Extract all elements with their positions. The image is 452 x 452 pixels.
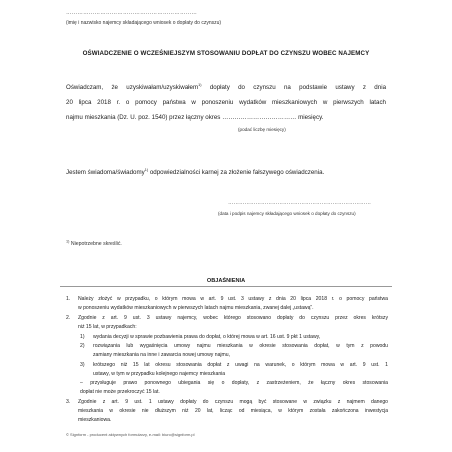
name-dotted-line[interactable]: …………………………………………………………… (66, 10, 198, 16)
footnote-ref: 1) (198, 82, 202, 87)
section-divider (60, 286, 392, 287)
footnote-text: Niepotrzebne skreślić. (69, 241, 122, 247)
sub-1-line-1: wydania decyzji w sprawie pozbawienia prawa do dopłat, o której mowa w art. 16 ust. 9 pkt 1 ustawy, (93, 334, 321, 340)
dash-line-1: – przysługuje prawo ponownego ubiegania się o dopłaty, z zastrzeżeniem, że łączny okres stosowania (80, 380, 388, 386)
item-2-line-2: niż 15 lat, w przypadkach: (78, 324, 137, 330)
dash-line-2: dopłat nie może przekroczyć 15 lat. (80, 389, 160, 395)
footnote-marker: 1) (66, 239, 70, 244)
sub-2-line-2: zamiany mieszkania na inne i zawarcia nowej umowy najmu, (93, 352, 231, 358)
awareness-text-a: Jestem świadoma/świadomy (66, 169, 145, 176)
sub-3-line-1: krótszego niż 15 lat okresu stosowania dopłat z uwagi na warunek, o którym mowa w art. 9 ust. 1 (93, 362, 388, 368)
item-3-line-3: mieszkaniowa. (78, 417, 112, 423)
document-title: OŚWIADCZENIE O WCZEŚNIEJSZYM STOSOWANIU DOPŁAT DO CZYNSZU WOBEC NAJEMCY (82, 50, 370, 57)
statement-text-1a: Oświadczam, że uzyskiwałam/uzyskiwałem (66, 84, 199, 91)
footnote-ref: 1) (144, 167, 149, 172)
signature-caption: (data i podpis najemcy składającego wniosek o dopłaty do czynszu) (218, 211, 356, 216)
footer-credit: © Signform - producent aktywnych formularzy, e-mail: biuro@signform.pl (66, 432, 195, 437)
sub-3-line-2: ustawy, w tym w przypadku kolejnego najemcy mieszkania (93, 371, 226, 377)
months-caption: (podać liczbę miesięcy) (238, 127, 286, 132)
statement-line-3: najmu mieszkania (Dz. U. poz. 1540) przez łączny okres ……………………………… miesięcy. (66, 114, 324, 121)
signature-dotted-line[interactable]: …………………………………………………………………… (228, 200, 371, 206)
sub-1-number: 1) (80, 334, 85, 340)
item-1-number: 1. (66, 296, 71, 302)
footnote (66, 241, 122, 247)
item-2-line-1: Zgodnie z art. 9 ust. 3 ustawy najemcy, wobec którego stosowano dopłaty do czynszu przez okres krótszy (78, 315, 388, 321)
sub-2-line-1: rozwiązania lub wygaśnięcia umowy najmu mieszkania w okresie stosowania dopłat, w tym z powodu (93, 343, 388, 349)
statement-line-1 (66, 84, 386, 91)
sub-3-number: 3) (80, 362, 85, 368)
sub-2-number: 2) (80, 343, 85, 349)
awareness-text-b: odpowiedzialności karnej za złożenie fałszywego oświadczenia. (148, 169, 325, 176)
awareness-statement (66, 169, 324, 176)
explanations-title: OBJAŚNIENIA (206, 278, 246, 284)
statement-line-2: 20 lipca 2018 r. o pomocy państwa w ponoszeniu wydatków mieszkaniowych w pierwszych latach (66, 99, 386, 106)
item-1-line-1: Należy złożyć w przypadku, o którym mowa w art. 9 ust. 3 ustawy z dnia 20 lipca 2018 r. o pomocy państwa (78, 296, 388, 302)
item-2-number: 2. (66, 315, 71, 321)
item-1-line-2: w ponoszeniu wydatków mieszkaniowych w pierwszych latach najmu mieszkania, zwanej dalej „ustawą”. (78, 305, 314, 311)
name-caption: (imię i nazwisko najemcy składającego wniosek o dopłaty do czynszu) (66, 20, 222, 26)
item-3-line-2: mieszkania w okresie nie dłuższym niż 20 lat, licząc od miesiąca, w którym została zakończona inwestycja (78, 408, 388, 414)
item-3-number: 3. (66, 399, 71, 405)
item-3-line-1: Zgodnie z art. 9 ust. 1 ustawy dopłaty do czynszu mogą być stosowane w związku z najmem danego (78, 399, 388, 405)
statement-text-1b: dopłaty do czynszu na podstawie ustawy z dnia (201, 84, 387, 91)
